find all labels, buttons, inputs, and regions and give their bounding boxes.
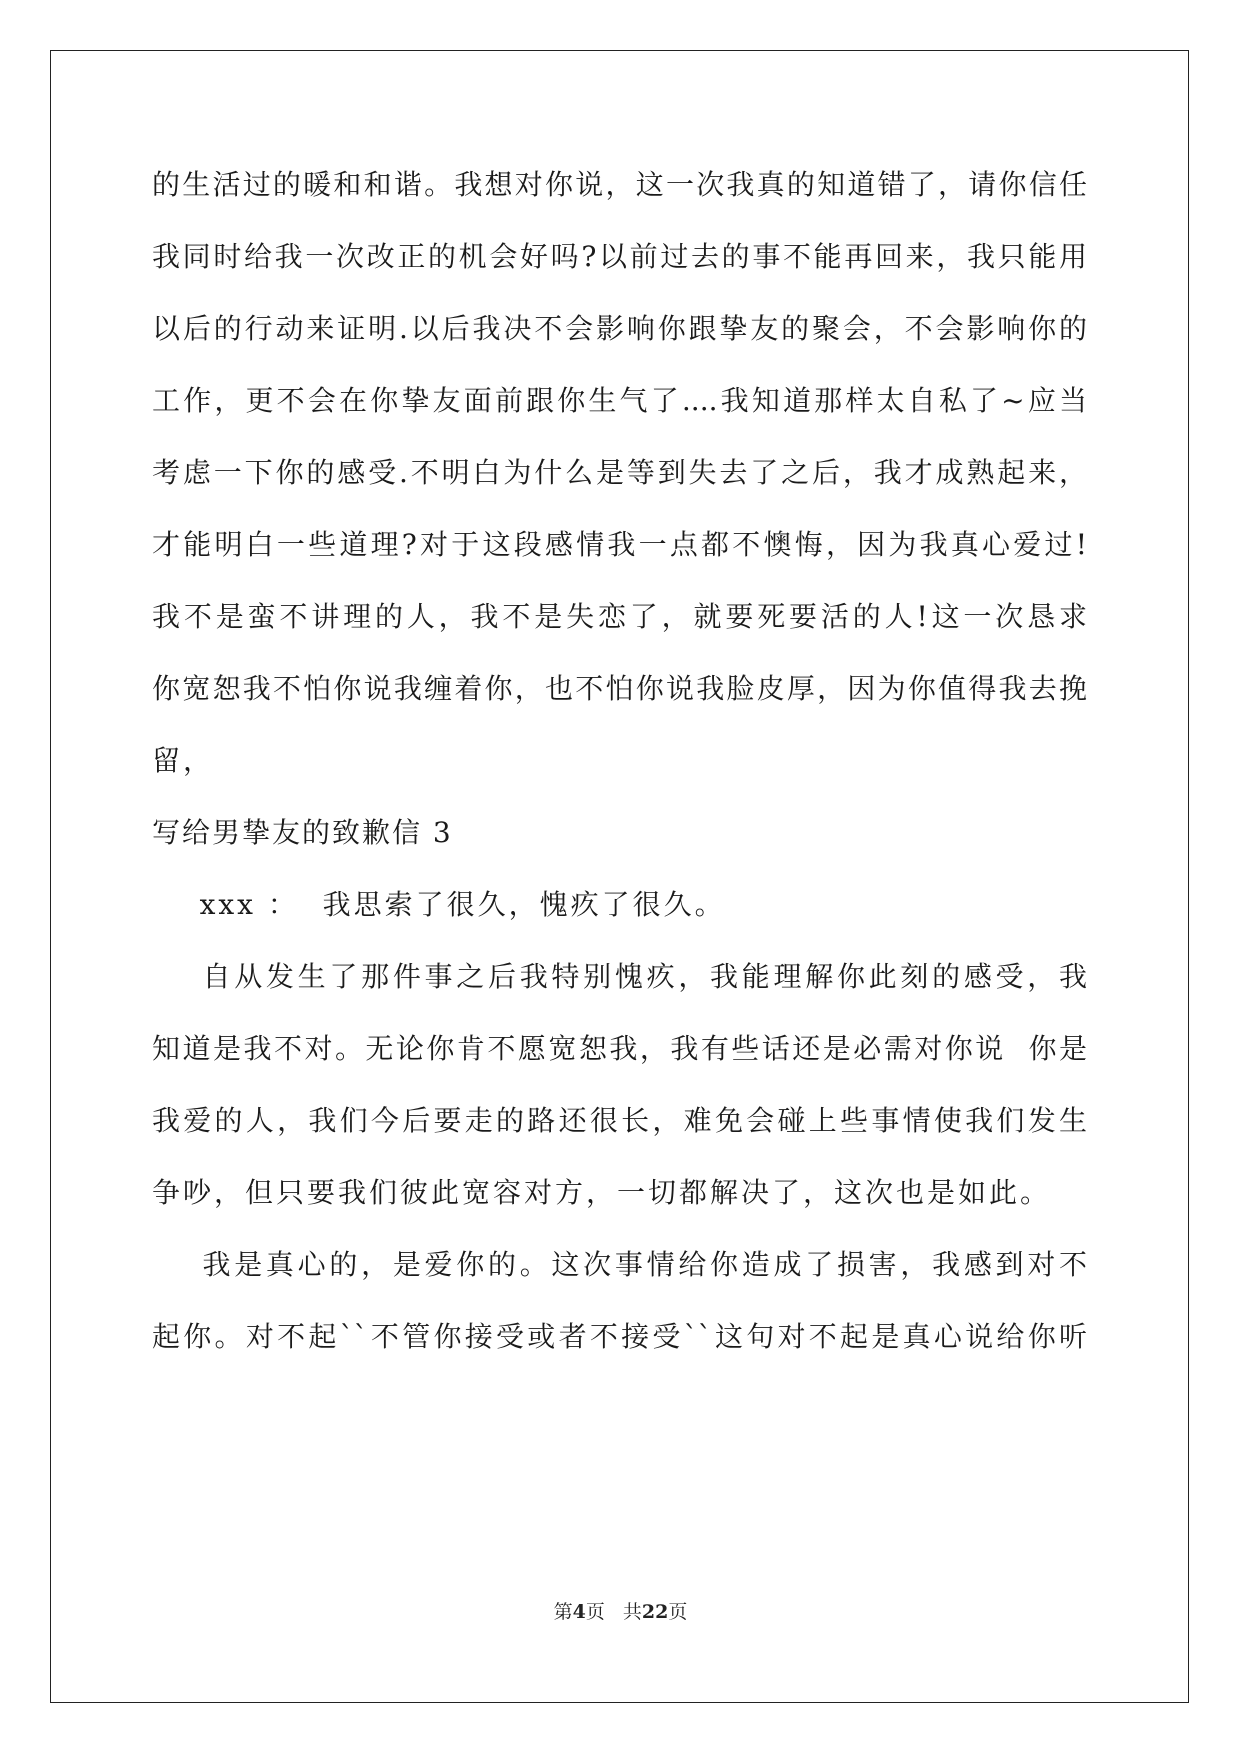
salutation-line: xxx ： 我思索了很久，愧疚了很久。: [152, 888, 726, 921]
text-line: 自从发生了那件事之后我特别愧疚，我能理解你此刻的感受，我: [152, 960, 1087, 993]
text-line: 起你。对不起``不管你接受或者不接受``这句对不起是真心说给你听: [152, 1320, 1087, 1353]
footer-total-prefix: 共: [622, 1601, 642, 1623]
text-line: 才能明白一些道理?对于这段感情我一点都不懊悔，因为我真心爱过!: [152, 528, 1087, 561]
text-line: 争吵，但只要我们彼此宽容对方，一切都解决了，这次也是如此。: [152, 1176, 1052, 1209]
footer-page-suffix: 页: [585, 1601, 605, 1623]
page-number: 4: [572, 1601, 586, 1623]
page-border: [50, 50, 1189, 1703]
total-pages: 22: [641, 1601, 669, 1623]
text-line: 我同时给我一次改正的机会好吗?以前过去的事不能再回来，我只能用: [152, 240, 1087, 273]
footer-prefix: 第: [553, 1601, 573, 1623]
footer-total-suffix: 页: [668, 1601, 688, 1623]
text-line: 以后的行动来证明.以后我决不会影响你跟挚友的聚会，不会影响你的: [152, 312, 1087, 345]
section-heading: 写给男挚友的致歉信 3: [152, 816, 453, 849]
text-line: 我是真心的，是爱你的。这次事情给你造成了损害，我感到对不: [152, 1248, 1087, 1281]
page-footer: [0, 1597, 1241, 1624]
text-line: 留，: [152, 744, 215, 777]
text-line: 知道是我不对。无论你肯不愿宽恕我，我有些话还是必需对你说 你是: [152, 1032, 1087, 1065]
text-line: 工作，更不会在你挚友面前跟你生气了....我知道那样太自私了~应当: [152, 384, 1087, 417]
text-line: 的生活过的暖和和谐。我想对你说，这一次我真的知道错了，请你信任: [152, 168, 1087, 201]
text-line: 我爱的人，我们今后要走的路还很长，难免会碰上些事情使我们发生: [152, 1104, 1087, 1137]
text-line: 你宽恕我不怕你说我缠着你，也不怕你说我脸皮厚，因为你值得我去挽: [152, 672, 1087, 705]
text-line: 我不是蛮不讲理的人，我不是失恋了，就要死要活的人!这一次恳求: [152, 600, 1087, 633]
text-line: 考虑一下你的感受.不明白为什么是等到失去了之后，我才成熟起来，: [152, 456, 1087, 489]
